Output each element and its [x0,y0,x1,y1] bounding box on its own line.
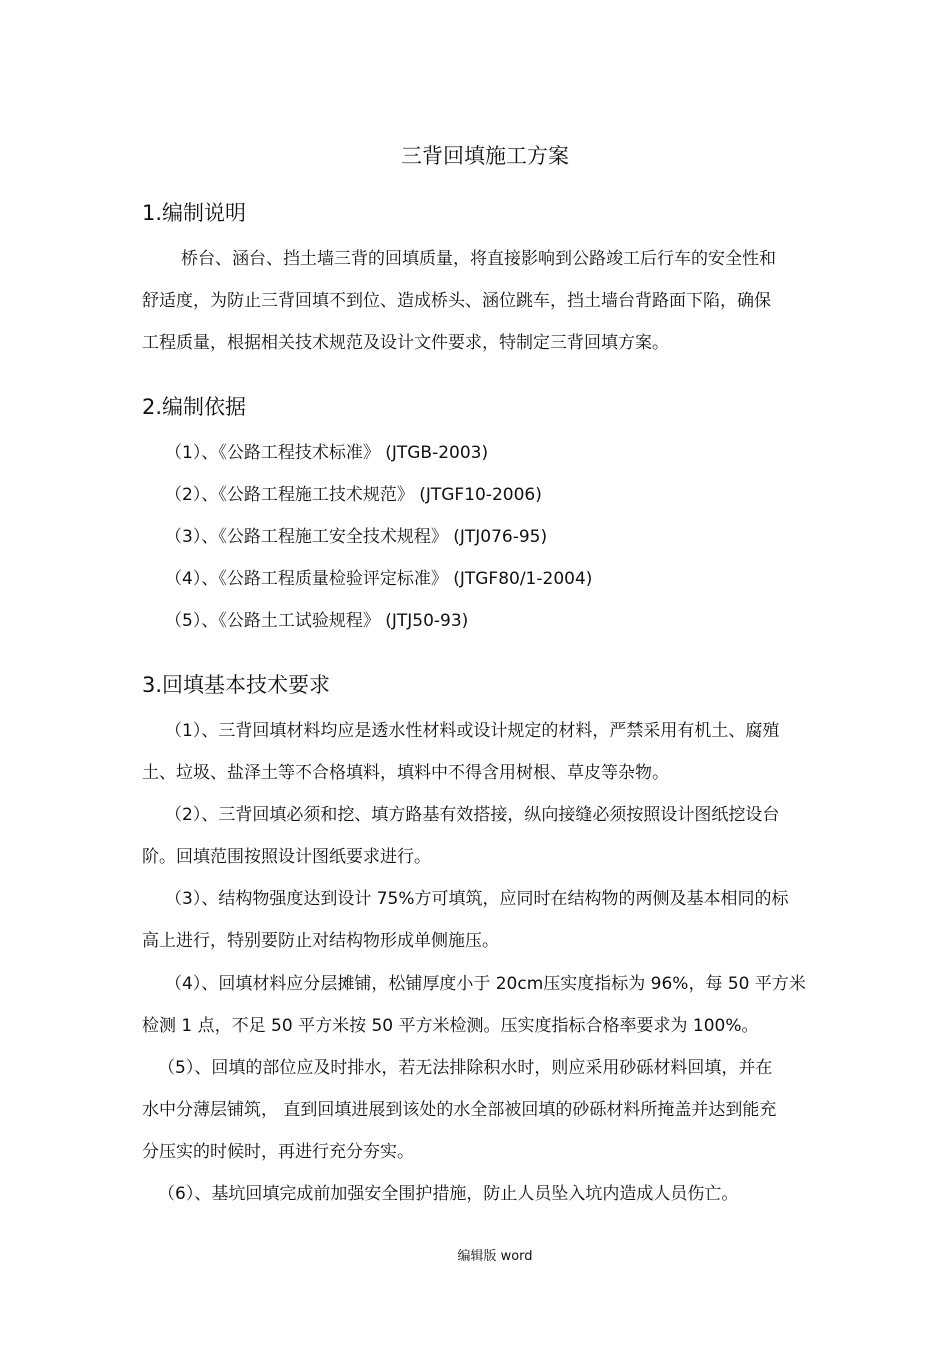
paragraph-line: （2）、三背回填必须和挖、填方路基有效搭接，纵向接缝必须按照设计图纸挖设台 [165,805,780,825]
reference-item: （5）、《公路土工试验规程》 (JTJ50-93) [165,611,469,631]
paragraph-line: 工程质量，根据相关技术规范及设计文件要求，特制定三背回填方案。 [142,333,669,353]
paragraph-line: 高上进行，特别要防止对结构物形成单侧施压。 [142,931,499,951]
paragraph-line: （5）、回填的部位应及时排水，若无法排除积水时，则应采用砂砾材料回填，并在 [158,1058,773,1078]
paragraph-line: （6）、基坑回填完成前加强安全围护措施，防止人员坠入坑内造成人员伤亡。 [158,1184,739,1204]
paragraph-line: （4）、回填材料应分层摊铺，松铺厚度小于 20cm压实度指标为 96%，每 50 平方米 [165,974,806,994]
paragraph-line: （1）、三背回填材料均应是透水性材料或设计规定的材料，严禁采用有机土、腐殖 [165,721,780,741]
document-title: 三背回填施工方案 [401,144,569,168]
paragraph-line: 舒适度，为防止三背回填不到位、造成桥头、涵位跳车，挡土墙台背路面下陷，确保 [142,291,771,311]
reference-item: （2）、《公路工程施工技术规范》 (JTGF10-2006) [165,485,542,505]
reference-item: （3）、《公路工程施工安全技术规程》 (JTJ076-95) [165,527,548,547]
paragraph-line: 桥台、涵台、挡土墙三背的回填质量，将直接影响到公路竣工后行车的安全性和 [181,249,776,269]
paragraph-line: 检测 1 点，不足 50 平方米按 50 平方米检测。压实度指标合格率要求为 100%。 [142,1016,759,1036]
reference-item: （1）、《公路工程技术标准》 (JTGB-2003) [165,443,489,463]
paragraph-line: 分压实的时候时，再进行充分夯实。 [142,1142,414,1162]
paragraph-line: （3）、结构物强度达到设计 75%方可填筑，应同时在结构物的两侧及基本相同的标 [165,889,789,909]
section-heading: 3.回填基本技术要求 [142,673,331,697]
section-heading: 2.编制依据 [142,395,247,419]
paragraph-line: 水中分薄层铺筑， 直到回填进展到该处的水全部被回填的砂砾材料所掩盖并达到能充 [142,1100,777,1120]
page-footer: 编辑版 word [457,1249,533,1264]
paragraph-line: 土、垃圾、盐泽土等不合格填料，填料中不得含用树根、草皮等杂物。 [142,763,669,783]
reference-item: （4）、《公路工程质量检验评定标准》 (JTGF80/1-2004) [165,569,593,589]
section-heading: 1.编制说明 [142,201,247,225]
paragraph-line: 阶。回填范围按照设计图纸要求进行。 [142,847,431,867]
